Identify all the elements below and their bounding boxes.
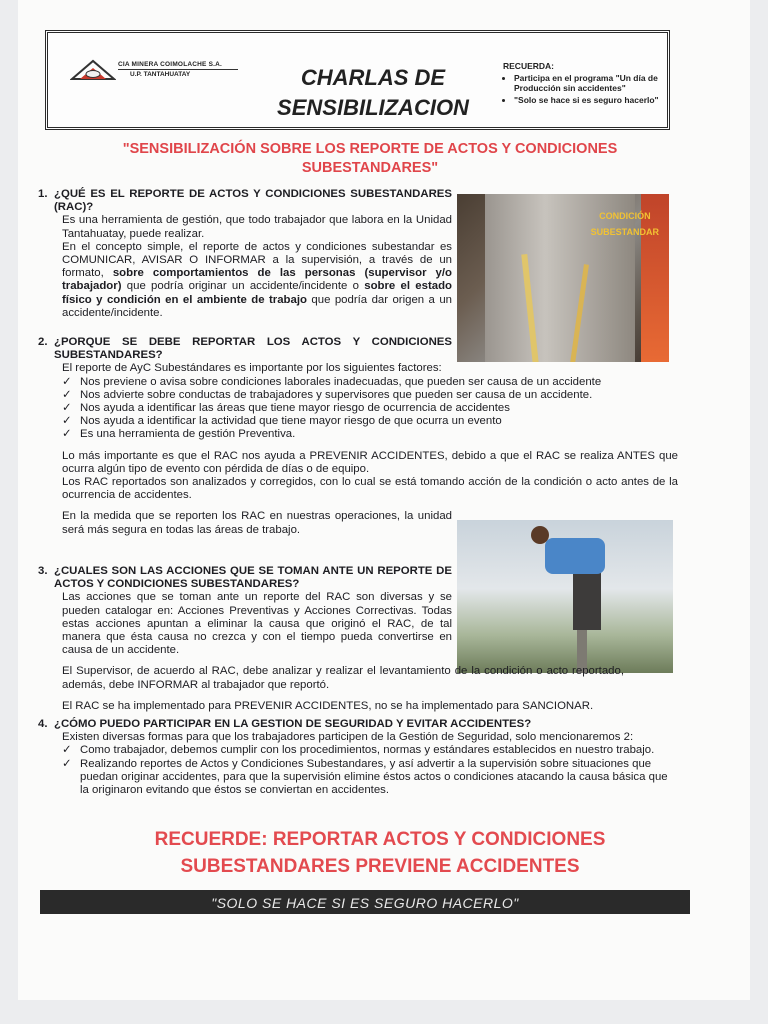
list-item xyxy=(62,402,678,415)
section-2 xyxy=(38,336,678,537)
section-paragraph: El Supervisor, de acuerdo al RAC, debe analizar y realizar el levantamiento de la condición o acto reportado, además, debe INFORMAR al trabajador que reportó. xyxy=(62,665,624,691)
list-item xyxy=(62,758,678,798)
remember-title: RECUERDA: xyxy=(503,61,554,71)
list-item xyxy=(62,415,678,428)
closing-message xyxy=(80,826,680,880)
section-title: ¿CÓMO PUEDO PARTICIPAR EN LA GESTION DE SEGURIDAD Y EVITAR ACCIDENTES? xyxy=(54,718,532,730)
checklist xyxy=(62,376,678,442)
logo-divider xyxy=(118,69,238,70)
check-icon: ✓ xyxy=(62,428,72,441)
remember-list xyxy=(503,73,668,105)
section-4 xyxy=(38,718,678,797)
header-box xyxy=(45,30,670,130)
check-icon: ✓ xyxy=(62,388,72,401)
list-item-text: Como trabajador, debemos cumplir con los procedimientos, normas y estándares establecidos en nuestro trabajo. xyxy=(80,744,655,757)
section-3 xyxy=(38,565,678,713)
list-item-text: Realizando reportes de Actos y Condiciones Subestandares, y así advertir a la supervisión sobre situaciones que puedan originar accidentes, para que la supervisión elimine éstos actos o condiciones atacando la causa básica que la originaron evitando que éstos se conviertan en accidentes. xyxy=(80,757,668,797)
list-item-text: Es una herramienta de gestión Preventiva. xyxy=(80,428,296,441)
remember-item: • "Solo se hace si es seguro hacerlo" xyxy=(514,95,668,105)
section-heading xyxy=(38,188,452,214)
closing-line: SUBESTANDARES PREVIENE ACCIDENTES xyxy=(180,856,580,877)
checklist xyxy=(62,744,678,797)
section-1 xyxy=(38,188,452,320)
company-name: CIA MINERA COIMOLACHE S.A. xyxy=(118,61,223,68)
section-heading xyxy=(38,718,678,731)
section-number: 2. xyxy=(38,336,48,348)
photo-label-line: SUBESTANDAR xyxy=(590,227,659,237)
list-item xyxy=(62,428,678,441)
page-title xyxy=(258,63,488,123)
check-icon: ✓ xyxy=(62,757,72,770)
spacer xyxy=(38,657,678,665)
spacer xyxy=(38,502,678,510)
list-item-text: Nos ayuda a identificar la actividad que tiene mayor riesgo de que ocurra un evento xyxy=(80,415,502,428)
list-item-text: Nos ayuda a identificar las áreas que tiene mayor riesgo de ocurrencia de accidentes xyxy=(80,402,510,415)
section-heading xyxy=(38,565,452,591)
document-subtitle: "SENSIBILIZACIÓN SOBRE LOS REPORTE DE ACTOS Y CONDICIONES SUBESTANDARES" xyxy=(122,141,618,176)
section-title: ¿QUÉ ES EL REPORTE DE ACTOS Y CONDICIONES SUBESTANDARES (RAC)? xyxy=(54,188,452,214)
list-item xyxy=(62,389,678,402)
section-intro: El reporte de AyC Subestándares es importante por los siguientes factores: xyxy=(62,362,442,375)
list-item xyxy=(62,744,678,757)
company-unit: U.P. TANTAHUATAY xyxy=(130,71,191,78)
check-icon: ✓ xyxy=(62,375,72,388)
remember-item: • Participa en el programa "Un día de Producción sin accidentes" xyxy=(514,73,668,93)
title-line-1: CHARLAS DE xyxy=(300,65,446,90)
company-logo xyxy=(70,59,250,89)
section-paragraph: Es una herramienta de gestión, que todo trabajador que labora en la Unidad Tantahuatay, puede realizar. xyxy=(62,214,452,240)
section-title: ¿CUALES SON LAS ACCIONES QUE SE TOMAN ANTE UN REPORTE DE ACTOS Y CONDICIONES SUBESTANDARES? xyxy=(54,565,452,591)
check-icon: ✓ xyxy=(62,744,72,757)
check-icon: ✓ xyxy=(62,402,72,415)
photo-label xyxy=(591,208,659,240)
title-line-2: SENSIBILIZACION xyxy=(277,95,469,120)
text-run: que podría originar un accidente/incidente o xyxy=(121,280,365,293)
section-paragraph: En la medida que se reporten los RAC en nuestras operaciones, la unidad será más segura en todas las áreas de trabajo. xyxy=(62,510,452,536)
section-number: 1. xyxy=(38,188,48,200)
section-paragraph: El RAC se ha implementado para PREVENIR ACCIDENTES, no se ha implementado para SANCIONAR. xyxy=(62,699,594,712)
section-paragraph: Las acciones que se toman ante un reporte del RAC son diversas y se pueden catalogar en: Acciones Preventivas y Acciones Correctivas. Todas estas acciones apuntan a eliminar la causa que originó el RAC, de tal manera que ésta causa no crezca y con el tiempo pueda convertirse en causa de un accidente. xyxy=(62,591,452,657)
list-item xyxy=(62,376,678,389)
section-paragraph xyxy=(62,241,452,320)
section-title: ¿PORQUE SE DEBE REPORTAR LOS ACTOS Y CONDICIONES SUBESTANDARES? xyxy=(54,336,452,362)
section-number: 3. xyxy=(38,565,48,577)
footer-slogan: "SOLO SE HACE SI ES SEGURO HACERLO" xyxy=(40,890,690,914)
section-paragraph: Los RAC reportados son analizados y corregidos, con lo cual se está tomando acción de la condición o acto antes de la ocurrencia de accidentes. xyxy=(62,476,678,502)
bold-text-run: sobre el estado físico y condición en el ambiente de trabajo xyxy=(62,280,453,306)
section-paragraph: Lo más importante es que el RAC nos ayuda a PREVENIR ACCIDENTES, debido a que el RAC se realiza ANTES que ocurra algún tipo de evento con pérdida de días o de equipo. xyxy=(62,449,678,475)
spacer xyxy=(38,442,678,450)
mining-logo-icon xyxy=(70,59,116,81)
check-icon: ✓ xyxy=(62,415,72,428)
list-item-text: Nos advierte sobre conductas de trabajadores y supervisores que pueden ser causa de un accidente. xyxy=(80,388,593,401)
remember-box xyxy=(503,61,668,107)
closing-line: RECUERDE: REPORTAR ACTOS Y CONDICIONES xyxy=(154,829,606,850)
bold-text-run: sobre comportamientos de las personas (supervisor y/o trabajador) xyxy=(62,267,453,293)
photo-label-line: CONDICIÓN xyxy=(599,211,651,221)
section-intro: Existen diversas formas para que los trabajadores participen de la Gestión de Seguridad, solo mencionaremos 2: xyxy=(62,731,634,744)
section-number: 4. xyxy=(38,718,48,730)
spacer xyxy=(38,692,678,700)
text-run: En el concepto simple, el reporte de actos y condiciones subestandar es COMUNICAR, AVISAR O INFORMAR a la supervisión, a través de un formato, xyxy=(62,240,452,280)
text-run: que podría dar origen a un accidente/incidente. xyxy=(62,293,452,319)
list-item-text: Nos previene o avisa sobre condiciones laborales inadecuadas, que pueden ser causa de un accidente xyxy=(80,375,602,388)
section-heading xyxy=(38,336,452,362)
worker-head xyxy=(531,526,549,544)
